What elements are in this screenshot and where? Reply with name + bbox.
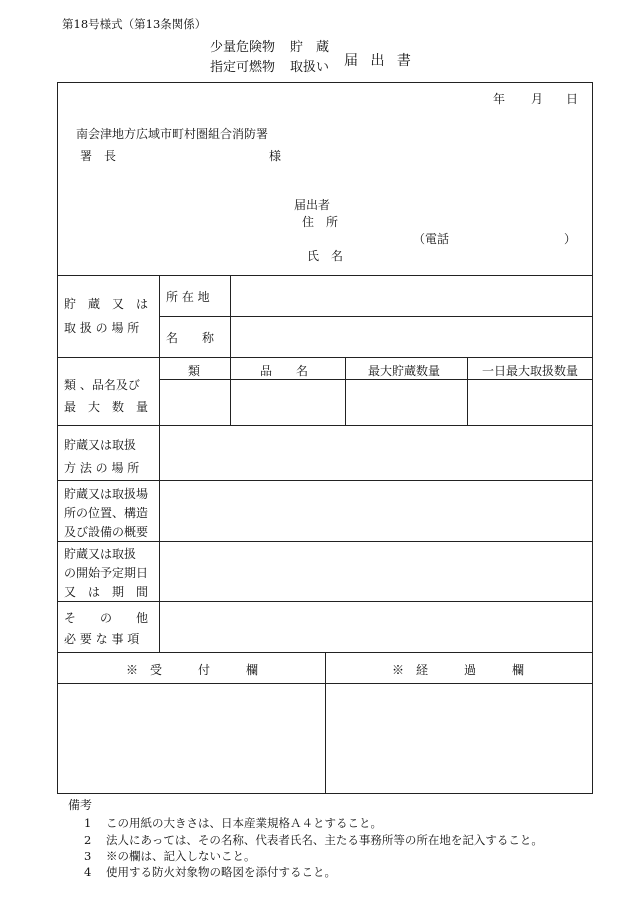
name-label[interactable]: 氏 名 — [307, 249, 344, 263]
col-item: 品 名 — [260, 364, 309, 378]
note-item: 3 ※の欄は、記入しないこと。 — [84, 849, 256, 863]
rule — [325, 652, 326, 793]
notes-heading: 備考 — [68, 798, 93, 812]
types-label-2: 最 大 数 量 — [64, 400, 149, 414]
structure-label-2: 所の位置、構造 — [64, 506, 149, 520]
address-label[interactable]: 住 所 — [302, 215, 339, 229]
other-field[interactable] — [161, 603, 590, 651]
period-label-1: 貯蔵又は取扱 — [64, 547, 137, 561]
method-label-2: 方 法 の 場 所 — [64, 461, 140, 475]
date-day[interactable]: 日 — [566, 92, 579, 106]
rule — [58, 480, 592, 481]
col-type: 類 — [188, 364, 201, 378]
note-item: 2 法人にあっては、その名称、代表者氏名、主たる事務所等の所在地を記入すること。 — [84, 833, 543, 847]
rule — [159, 316, 592, 317]
period-field[interactable] — [161, 543, 590, 600]
max-storage-field[interactable] — [347, 381, 466, 424]
rule — [58, 425, 592, 426]
rule — [159, 379, 592, 380]
addressee-title: 署 長 — [80, 149, 117, 163]
col-max-storage: 最大貯蔵数量 — [368, 364, 441, 378]
rule — [467, 357, 468, 425]
note-item: 1 この用紙の大きさは、日本産業規格Ａ４とすること。 — [84, 816, 382, 830]
period-label-2: の開始予定期日 — [64, 566, 149, 580]
addressee-org: 南会津地方広域市町村圏組合消防署 — [76, 127, 269, 141]
title-hazardous-material: 少量危険物 — [210, 40, 276, 55]
rule — [230, 357, 231, 425]
date-year[interactable]: 年 — [493, 92, 506, 106]
item-field[interactable] — [232, 381, 344, 424]
rule — [58, 601, 592, 602]
rule — [345, 357, 346, 425]
col-daily-max: 一日最大取扱数量 — [482, 364, 579, 378]
other-label-1: そ の 他 — [64, 611, 149, 625]
rule — [58, 275, 592, 276]
title-handling: 取扱い — [290, 60, 330, 75]
form-table — [57, 82, 593, 794]
progress-heading: ※ 経 過 欄 — [392, 663, 525, 677]
daily-max-field[interactable] — [469, 381, 590, 424]
title-storage: 貯 蔵 — [290, 40, 330, 55]
reception-heading: ※ 受 付 欄 — [126, 663, 259, 677]
storage-place-label-2: 取 扱 の 場 所 — [64, 321, 140, 335]
type-field[interactable] — [161, 381, 229, 424]
title-designated-combustible: 指定可燃物 — [210, 60, 276, 75]
structure-field[interactable] — [161, 482, 590, 540]
addressee-honorific: 様 — [269, 149, 282, 163]
rule — [159, 275, 160, 652]
rule — [58, 357, 592, 358]
note-item: 4 使用する防火対象物の略図を添付すること。 — [84, 865, 336, 879]
period-label-3: 又 は 期 間 — [64, 585, 149, 599]
form-title-block — [210, 38, 340, 78]
structure-label-3: 及び設備の概要 — [64, 525, 149, 539]
rule — [58, 541, 592, 542]
phone-close: ） — [564, 232, 577, 246]
phone-label[interactable]: （電話 — [413, 232, 450, 246]
rule — [230, 275, 231, 357]
location-label: 所 在 地 — [166, 290, 210, 304]
form-title-main: 届 出 書 — [344, 53, 415, 69]
location-field[interactable] — [232, 277, 590, 315]
other-label-2: 必 要 な 事 項 — [64, 632, 140, 646]
types-label-1: 類 、品名及び — [64, 378, 140, 392]
place-name-label: 名 称 — [166, 331, 215, 345]
storage-place-label-1: 貯 蔵 又 は — [64, 297, 149, 311]
structure-label-1: 貯蔵又は取扱場 — [64, 487, 149, 501]
method-field[interactable] — [161, 427, 590, 479]
method-label-1: 貯蔵又は取扱 — [64, 438, 137, 452]
place-name-field[interactable] — [232, 318, 590, 356]
applicant-label: 届出者 — [294, 198, 331, 212]
form-number: 第18号様式（第13条関係） — [62, 17, 207, 31]
date-month[interactable]: 月 — [531, 92, 544, 106]
